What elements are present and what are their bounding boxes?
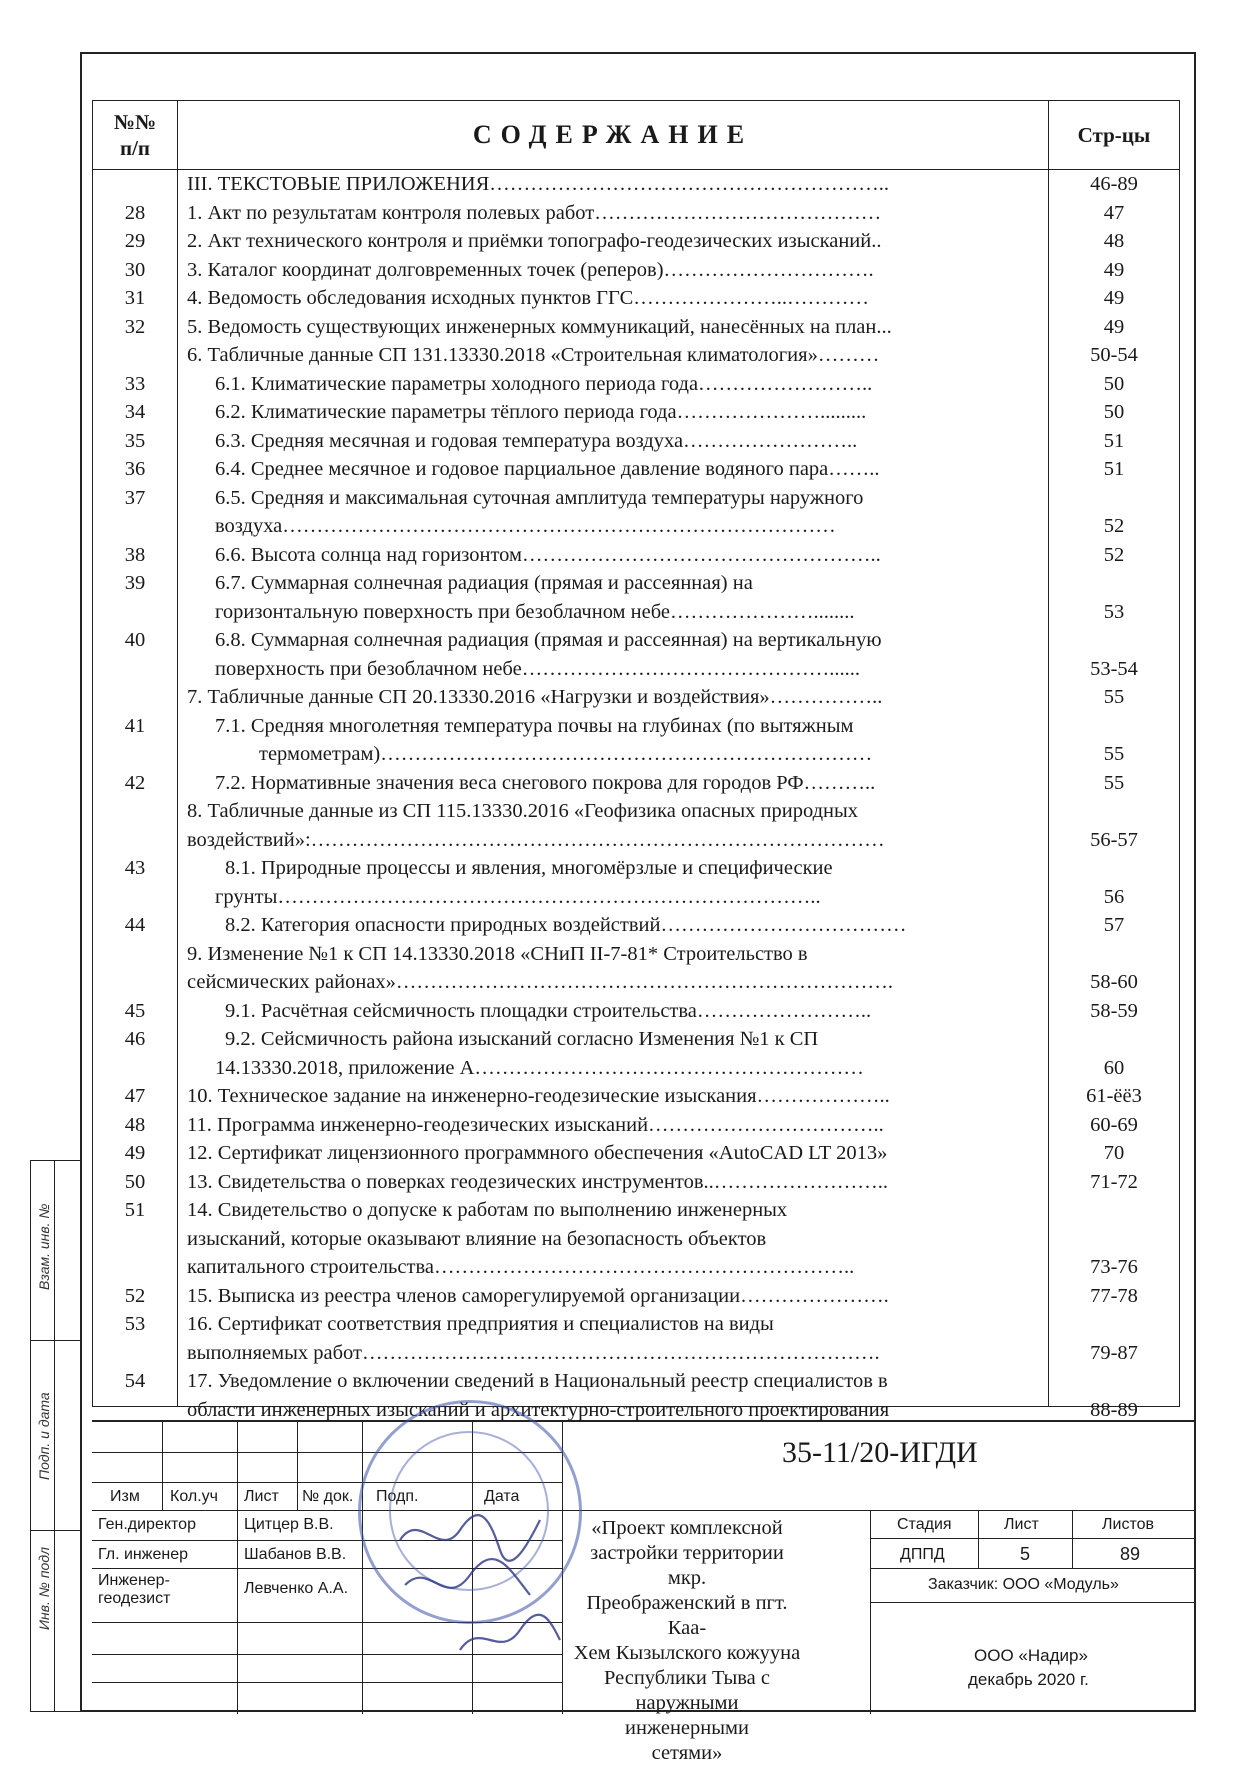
toc-row-number: 34	[124, 401, 146, 423]
toc-row-number: 31	[124, 287, 146, 309]
staff-role-line2: геодезист	[98, 1590, 171, 1607]
toc-row	[93, 569, 1179, 598]
toc-row-number	[93, 740, 177, 769]
issue-date: декабрь 2020 г.	[968, 1670, 1089, 1689]
toc-row-number: 32	[124, 315, 146, 338]
toc-row-number: 35	[124, 429, 146, 452]
toc-row-text: 6. Табличные данные СП 131.13330.2018 «Строительная климатология»………	[187, 344, 880, 366]
staff-role: Гл. инженер	[98, 1546, 188, 1563]
toc-num-header	[93, 101, 178, 169]
toc-row-text: 7. Табличные данные СП 20.13330.2016 «Нагрузки и воздействия»……………..	[187, 686, 883, 708]
toc-row-page: 79-87	[1090, 1341, 1138, 1364]
toc-body	[92, 170, 1180, 1421]
toc-row-text: 17. Уведомление о включении сведений в Национальный реестр специалистов в	[187, 1370, 888, 1392]
toc-row	[93, 199, 1179, 228]
toc-row-page: 50	[1103, 372, 1125, 395]
toc-row-number: 50	[124, 1170, 146, 1193]
staff-name: Шабанов В.В.	[244, 1546, 347, 1563]
organization: ООО «Надир»	[974, 1646, 1088, 1665]
toc-row-page: 55	[1103, 743, 1125, 765]
staff-name: Цитцер В.В.	[244, 1516, 334, 1533]
toc-row-text: 7.1. Средняя многолетняя температура почвы на глубинах (по вытяжным	[215, 714, 854, 737]
toc-row-text: 6.5. Средняя и максимальная суточная амплитуда температуры наружного	[215, 486, 864, 509]
col-header-podp: Подп.	[376, 1488, 419, 1505]
toc-row-text: 10. Техническое задание на инженерно-геодезические изыскания………………..	[187, 1085, 890, 1107]
project-line: «Проект комплексной	[591, 1517, 783, 1539]
toc-row-text: выполняемых работ………………………………………………………………….	[187, 1341, 880, 1364]
toc-row-page: 51	[1103, 458, 1125, 480]
toc-page-header: Стр-цы	[1077, 122, 1151, 147]
project-line: Хем Кызылского кожууна	[573, 1642, 801, 1664]
toc-row	[93, 256, 1179, 285]
toc-row	[93, 911, 1179, 940]
toc-row	[93, 398, 1179, 427]
toc-row-text: 7.2. Нормативные значения веса снегового покрова для городов РФ………..	[215, 771, 876, 794]
toc-row	[93, 826, 1179, 855]
toc-row-page: 49	[1103, 315, 1125, 338]
toc-row-text: 9.1. Расчётная сейсмичность площадки строительства……………………..	[225, 999, 872, 1022]
toc-row-page: 61-ёё3	[1086, 1085, 1142, 1107]
stage-label: Стадия	[897, 1516, 952, 1533]
toc-column-divider	[177, 170, 178, 1406]
toc-row-number: 41	[124, 714, 146, 737]
toc-row	[93, 1282, 1179, 1311]
toc-row-text: горизонтальную поверхность при безоблачном небе…………………........	[215, 600, 855, 623]
toc-row	[93, 655, 1179, 684]
toc-row-number: 47	[124, 1085, 146, 1107]
toc-row	[93, 1367, 1179, 1396]
toc-row-text: 16. Сертификат соответствия предприятия и специалистов на виды	[187, 1313, 774, 1335]
toc-row	[93, 1139, 1179, 1168]
toc-row-page: 71-72	[1090, 1170, 1138, 1193]
staff-name: Левченко А.А.	[244, 1580, 349, 1597]
toc-row	[93, 797, 1179, 826]
toc-row-page: 46-89	[1090, 173, 1138, 195]
toc-row-text: 8.1. Природные процессы и явления, многомёрзлые и специфические	[225, 857, 833, 879]
toc-row-number: 30	[124, 258, 146, 281]
toc-row-text: 4. Ведомость обследования исходных пунктов ГГС…………………..…………	[187, 287, 870, 309]
toc-row-number	[93, 1054, 177, 1083]
toc-row-number: 52	[124, 1284, 146, 1307]
toc-row-page: 88-89	[1090, 1398, 1138, 1421]
title-block	[92, 1420, 1196, 1764]
toc-row	[93, 683, 1179, 712]
toc-row-text: 6.6. Высота солнца над горизонтом……………………………………………..	[215, 543, 881, 566]
side-label-inv: Инв. № подл	[36, 1547, 52, 1630]
toc-row-text: III. ТЕКСТОВЫЕ ПРИЛОЖЕНИЯ…………………………………………………..	[187, 173, 889, 195]
side-label-podp: Подп. и дата	[36, 1392, 52, 1480]
toc-row	[93, 626, 1179, 655]
toc-row-number	[93, 826, 177, 855]
toc-row-page: 56-57	[1090, 828, 1138, 851]
toc-row-number: 37	[124, 486, 146, 509]
toc-row	[93, 170, 1179, 199]
toc-row-text: 14. Свидетельство о допуске к работам по выполнению инженерных	[187, 1199, 788, 1221]
toc-row-text: 3. Каталог координат долговременных точек (реперов)………………………….	[187, 258, 874, 281]
toc-row-text: 6.1. Климатические параметры холодного периода года……………………..	[215, 372, 873, 395]
toc-row	[93, 284, 1179, 313]
document-code: 35-11/20-ИГДИ	[782, 1436, 978, 1469]
toc-row-number: 38	[124, 543, 146, 566]
toc-row-text: грунты……………………………………………………………………..	[215, 885, 821, 908]
toc-row-number: 29	[124, 230, 146, 252]
side-strip-line	[30, 1340, 82, 1341]
toc-row-page: 52	[1103, 543, 1125, 566]
toc-row-number	[93, 512, 177, 541]
project-title	[572, 1516, 802, 1766]
toc-row-page: 52	[1103, 515, 1125, 537]
toc-row-text: 6.2. Климатические параметры тёплого периода года………………….........	[215, 401, 867, 423]
toc-row-number: 39	[124, 572, 146, 594]
toc-row-text: 5. Ведомость существующих инженерных коммуникаций, нанесённых на план...	[187, 315, 892, 338]
toc-row-number	[93, 341, 177, 370]
toc-row-page: 58-60	[1090, 971, 1138, 993]
toc-row-number	[93, 940, 177, 969]
toc-row	[93, 1339, 1179, 1368]
toc-row	[93, 883, 1179, 912]
toc-row-page: 48	[1103, 230, 1125, 252]
toc-row	[93, 1225, 1179, 1254]
sheets-value: 89	[1120, 1544, 1141, 1564]
toc-row-text: 8. Табличные данные из СП 115.13330.2016 «Геофизика опасных природных	[187, 800, 859, 822]
toc-row	[93, 968, 1179, 997]
toc-row-page: 53	[1103, 600, 1125, 623]
toc-row-text: воздействий»:…………………………………………………………………………	[187, 828, 885, 851]
toc-row	[93, 712, 1179, 741]
side-label-vzam: Взам. инв. №	[36, 1203, 52, 1290]
toc-row-number	[93, 797, 177, 826]
num-label-line2: п/п	[119, 136, 151, 160]
toc-row	[93, 598, 1179, 627]
toc-row-page: 55	[1103, 771, 1125, 794]
toc-row-text: 6.3. Средняя месячная и годовая температура воздуха……………………..	[215, 429, 858, 452]
toc-title: СОДЕРЖАНИЕ	[178, 101, 1049, 169]
toc-row-text: 11. Программа инженерно-геодезических изысканий……………………………..	[187, 1113, 884, 1136]
project-line: Преображенский в пгт. Каа-	[586, 1592, 788, 1639]
toc-row-text: области инженерных изысканий и архитектурно-строительного проектирования	[187, 1398, 890, 1421]
toc-row	[93, 313, 1179, 342]
toc-row	[93, 455, 1179, 484]
toc-row-page: 47	[1103, 201, 1125, 224]
project-line: Республики Тыва с	[604, 1667, 770, 1689]
staff-role-line1: Инженер-	[98, 1572, 170, 1589]
toc-row-page: 58-59	[1090, 999, 1138, 1022]
toc-row-text: термометрам)………………………………………………………………	[259, 743, 873, 765]
toc-row-number	[93, 170, 177, 199]
col-header-kol: Кол.уч	[170, 1488, 218, 1505]
toc-row-number: 43	[124, 857, 146, 879]
toc-row-text: 9.2. Сейсмичность района изысканий согласно Изменения №1 к СП	[225, 1028, 819, 1050]
toc-row	[93, 1196, 1179, 1225]
toc-row-number	[93, 683, 177, 712]
toc-row-number: 53	[124, 1313, 146, 1335]
toc-row-page: 50-54	[1090, 344, 1138, 366]
toc-row-page: 77-78	[1090, 1284, 1138, 1307]
toc-row-number: 45	[124, 999, 146, 1022]
col-header-list: Лист	[244, 1488, 279, 1505]
toc-row	[93, 1253, 1179, 1282]
side-strip-line	[30, 1530, 82, 1531]
toc-row-text: 6.8. Суммарная солнечная радиация (прямая и рассеянная) на вертикальную	[215, 629, 882, 651]
project-line: застройки территории мкр.	[590, 1542, 784, 1589]
toc-row-number	[93, 1225, 177, 1254]
project-line: наружными инженерными	[625, 1692, 749, 1739]
toc-row-number: 44	[124, 914, 146, 936]
toc-row	[93, 484, 1179, 513]
toc-row	[93, 1310, 1179, 1339]
project-line: сетями»	[651, 1742, 723, 1764]
toc-row-page: 53-54	[1090, 657, 1138, 680]
toc-row-page: 73-76	[1090, 1256, 1138, 1278]
toc-row-page: 57	[1103, 914, 1125, 936]
toc-row	[93, 1025, 1179, 1054]
toc-row	[93, 740, 1179, 769]
col-header-data: Дата	[484, 1488, 520, 1505]
toc-row-number: 36	[124, 458, 146, 480]
toc-row-number: 51	[124, 1199, 146, 1221]
toc-row	[93, 769, 1179, 798]
toc-row	[93, 854, 1179, 883]
col-header-izm: Изм	[110, 1488, 140, 1505]
num-label-line1: №№	[113, 110, 157, 134]
toc-row-page: 51	[1103, 429, 1125, 452]
staff-role: Ген.директор	[98, 1516, 196, 1533]
toc-header	[92, 100, 1180, 170]
toc-row	[93, 1082, 1179, 1111]
toc-row-number: 33	[124, 372, 146, 395]
toc-row	[93, 940, 1179, 969]
toc-row	[93, 512, 1179, 541]
toc-row-text: 12. Сертификат лицензионного программного обеспечения «AutoCAD LT 2013»	[187, 1142, 888, 1164]
toc-row-number: 49	[124, 1142, 146, 1164]
toc-row-page: 50	[1103, 401, 1125, 423]
toc-row	[93, 427, 1179, 456]
toc-row-text: 14.13330.2018, приложение А…………………………………………………	[215, 1056, 864, 1079]
toc-row-text: 9. Изменение №1 к СП 14.13330.2018 «СНиП II-7-81* Строительство в	[187, 942, 808, 965]
toc-row-number	[93, 598, 177, 627]
toc-row-number	[93, 883, 177, 912]
toc-row-number: 42	[124, 771, 146, 794]
toc-row-number	[93, 968, 177, 997]
toc-row-number: 46	[124, 1028, 146, 1050]
toc-row-page: 49	[1103, 258, 1125, 281]
toc-row-text: 6.7. Суммарная солнечная радиация (прямая и рассеянная) на	[215, 572, 753, 594]
toc-row-text: 2. Акт технического контроля и приёмки топографо-геодезических изысканий..	[187, 230, 882, 252]
toc-row-text: поверхность при безоблачном небе………………………………………......	[215, 657, 860, 680]
toc-rows	[93, 170, 1179, 1424]
toc-column-divider	[1048, 170, 1049, 1406]
toc-row-page: 60-69	[1090, 1113, 1138, 1136]
toc-row-page: 60	[1103, 1056, 1125, 1079]
toc-row-page: 70	[1103, 1142, 1125, 1164]
toc-row-number: 40	[124, 629, 146, 651]
toc-row-number	[93, 1253, 177, 1282]
toc-row	[93, 341, 1179, 370]
sheets-label: Листов	[1102, 1516, 1154, 1533]
toc-row-text: 1. Акт по результатам контроля полевых работ……………………………………	[187, 201, 882, 224]
toc-row-text: 13. Свидетельства о поверках геодезических инструментов..……………………..	[187, 1170, 888, 1193]
toc-row-text: капитального строительства……………………………………………………..	[187, 1256, 855, 1278]
toc-row-text: 15. Выписка из реестра членов саморегулируемой организации………………….	[187, 1284, 889, 1307]
customer: Заказчик: ООО «Модуль»	[928, 1576, 1119, 1593]
staff-role	[98, 1572, 170, 1608]
toc-row-page: 49	[1103, 287, 1125, 309]
sheet-label: Лист	[1004, 1516, 1039, 1533]
toc-row-number: 54	[124, 1370, 146, 1392]
sheet-value: 5	[1020, 1544, 1031, 1564]
toc-row-text: 8.2. Категория опасности природных воздействий………………………………	[225, 914, 907, 936]
toc-row-text: 6.4. Среднее месячное и годовое парциальное давление водяного пара……..	[215, 458, 880, 480]
toc-row-text: изысканий, которые оказывают влияние на безопасность объектов	[187, 1227, 767, 1250]
toc-row-text: сейсмических районах»……………………………………………………………….	[187, 971, 894, 993]
toc-row	[93, 370, 1179, 399]
toc-row	[93, 1111, 1179, 1140]
toc-row-number	[93, 1339, 177, 1368]
toc-row	[93, 997, 1179, 1026]
toc-row-number: 28	[124, 201, 146, 224]
toc-row-page: 55	[1103, 686, 1125, 708]
toc-row-text: воздуха………………………………………………………………………	[215, 515, 836, 537]
toc-row-page: 56	[1103, 885, 1125, 908]
toc-row-number: 48	[124, 1113, 146, 1136]
toc-row	[93, 1054, 1179, 1083]
toc-row	[93, 1168, 1179, 1197]
stage-value: ДППД	[900, 1546, 945, 1563]
col-header-ndok: № док.	[302, 1488, 354, 1505]
toc-row	[93, 541, 1179, 570]
toc-row	[93, 227, 1179, 256]
toc-row-number	[93, 655, 177, 684]
